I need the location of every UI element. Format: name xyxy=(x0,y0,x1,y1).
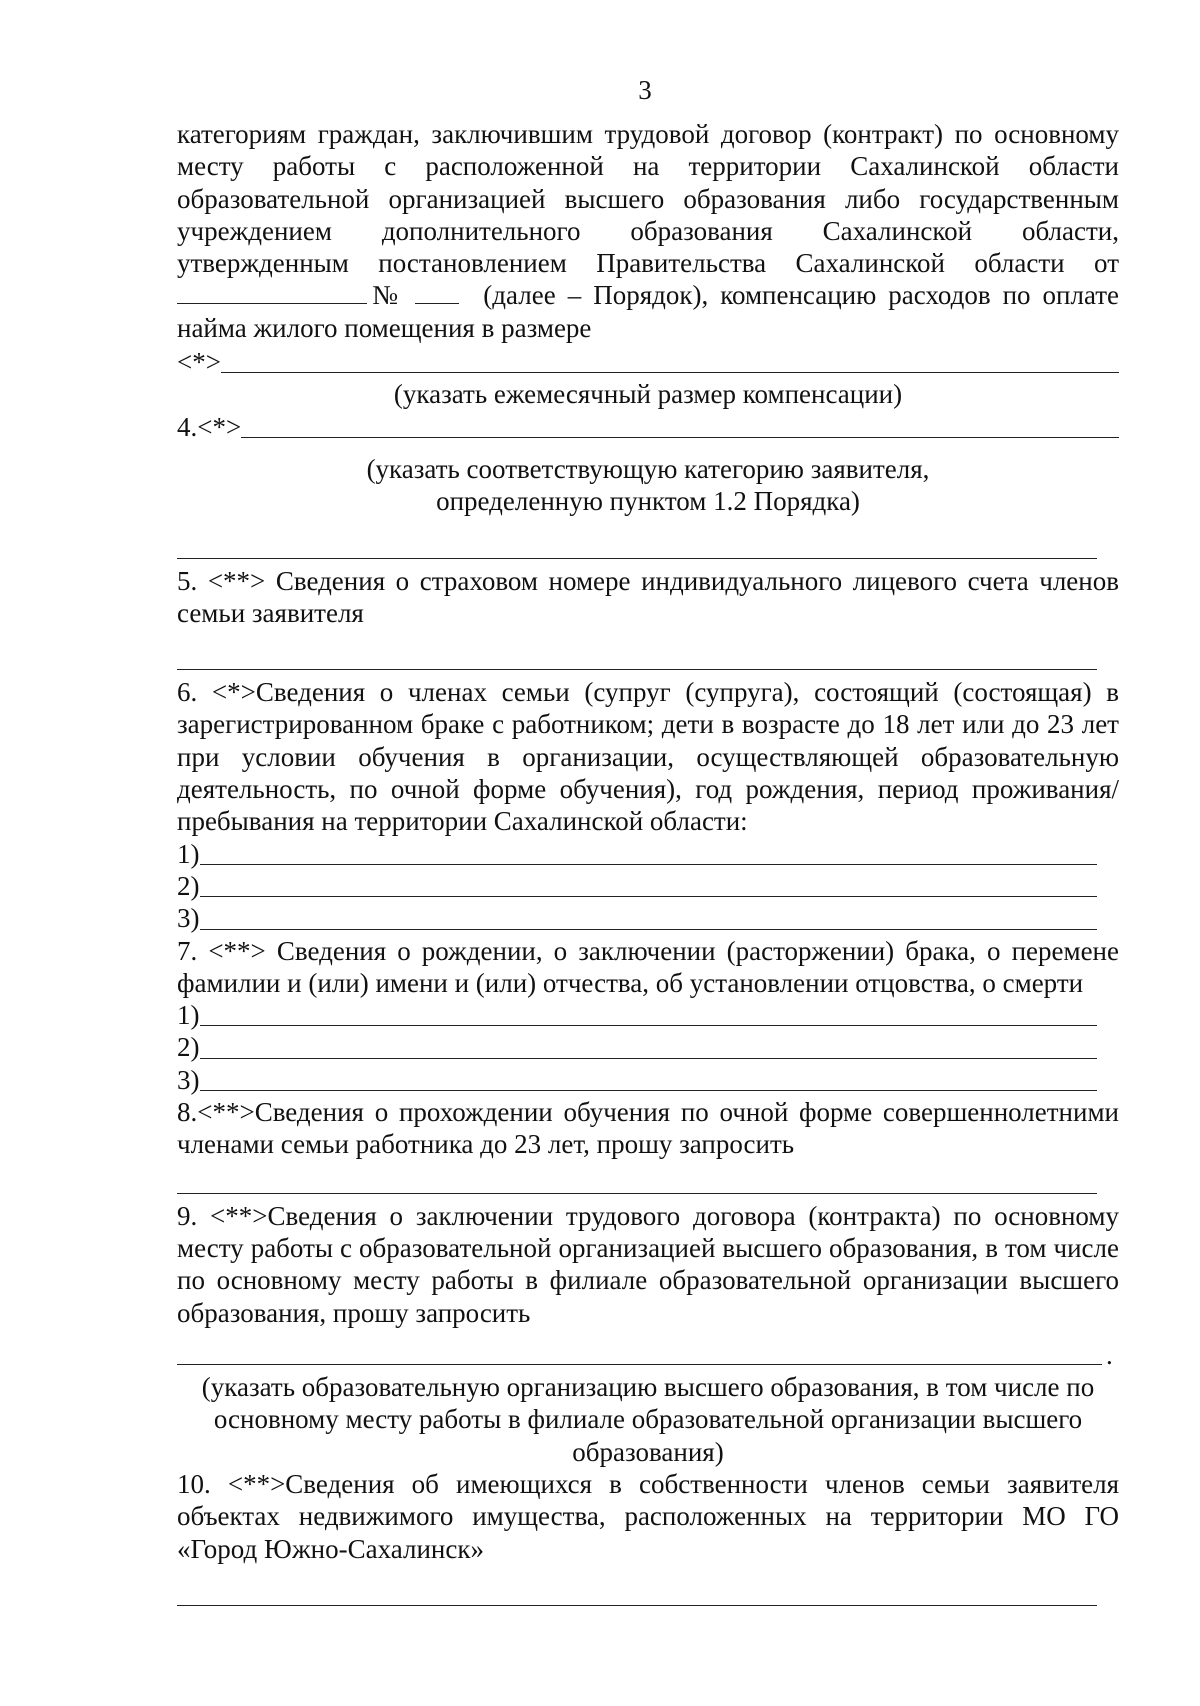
item6-text: 6. <*>Сведения о членах семьи (супруг (супруга), состоящий (состоящая) в зарегистрированном браке с работником; дети в возрасте до 18 лет или до 23 лет при условии обучения в организации, осуществляющей образовательную деятельность, по очной форме обучения), год рождения, период проживания/пребывания на территории Сахалинской области: xyxy=(177,677,1119,837)
item5-blank-line[interactable] xyxy=(177,647,1097,670)
item5-text: 5. <**> Сведения о страховом номере индивидуального лицевого счета членов семьи заявителя xyxy=(177,565,1119,628)
item7-line-2 xyxy=(177,1031,1097,1063)
intro-text-after: (далее – Порядок), компенсацию расходов по оплате найма жилого помещения в размере xyxy=(177,280,1120,343)
item6-line-2-field[interactable] xyxy=(200,874,1098,897)
order-date-field[interactable] xyxy=(177,283,367,304)
applicant-category-field[interactable] xyxy=(241,415,1119,438)
applicant-category-row xyxy=(177,411,1119,443)
number-sign: № xyxy=(367,280,404,311)
item9-line-end: . xyxy=(1106,1339,1113,1370)
intro-text-before: категориям граждан, заключившим трудовой договор (контракт) по основному месту работы с расположенной на территории Сахалинской области образовательной организацией высшего образования либо государственным учреждением дополнительного образования Сахалинской области, утвержденным постановлением Правительства Сахалинской области от xyxy=(177,119,1119,279)
item7-line-3 xyxy=(177,1064,1097,1096)
item7-line-3-field[interactable] xyxy=(200,1068,1098,1091)
item7-line-1-field[interactable] xyxy=(200,1003,1098,1026)
compensation-amount-field[interactable] xyxy=(221,350,1119,373)
item7-line-1 xyxy=(177,999,1097,1031)
item6-line-3 xyxy=(177,902,1097,934)
item6-line-3-label: 3) xyxy=(177,903,200,934)
order-number-field[interactable] xyxy=(415,283,459,304)
item7-line-2-label: 2) xyxy=(177,1032,200,1063)
compensation-hint: (указать ежемесячный размер компенсации) xyxy=(393,379,903,410)
application-form-body xyxy=(177,118,1119,1612)
item7-line-1-label: 1) xyxy=(177,1000,200,1031)
item9-hint: (указать образовательную организацию высшего образования, в том числе по основному месту работы в филиале образовательной организации высшего образования) xyxy=(201,1372,1095,1467)
item6-line-2 xyxy=(177,870,1097,902)
item7-text: 7. <**> Сведения о рождении, о заключении (расторжении) брака, о перемене фамилии и (или) имени и (или) отчества, об установлении отцовства, о смерти xyxy=(177,935,1119,998)
item7-line-2-field[interactable] xyxy=(200,1036,1098,1059)
item10-text: 10. <**>Сведения об имеющихся в собственности членов семьи заявителя объектах недвижимого имущества, расположенных на территории МО ГО «Город Южно-Сахалинск» xyxy=(177,1468,1119,1564)
item6-line-1-field[interactable] xyxy=(200,842,1098,865)
item6-line-2-label: 2) xyxy=(177,870,200,901)
intro-paragraph xyxy=(177,118,1119,344)
item4-blank-line[interactable] xyxy=(177,536,1097,559)
item9-organization-field[interactable] xyxy=(177,1342,1102,1365)
item4-marker: 4.<*> xyxy=(177,411,242,442)
item9-line-row xyxy=(177,1339,1119,1371)
item4-hint-line2: определенную пунктом 1.2 Порядка) xyxy=(436,486,860,517)
item4-hint-line1: (указать соответствующую категорию заявителя, xyxy=(366,453,930,484)
item8-blank-line[interactable] xyxy=(177,1171,1097,1194)
item7-line-3-label: 3) xyxy=(177,1064,200,1095)
page-number: 3 xyxy=(638,75,652,105)
item6-line-1 xyxy=(177,838,1097,870)
item8-text: 8.<**>Сведения о прохождении обучения по очной форме совершеннолетними членами семьи работника до 23 лет, прошу запросить xyxy=(177,1097,1119,1160)
compensation-amount-row xyxy=(177,346,1119,378)
item6-line-3-field[interactable] xyxy=(200,907,1098,930)
item6-line-1-label: 1) xyxy=(177,838,200,869)
compensation-marker: <*> xyxy=(177,347,221,378)
item9-text: 9. <**>Сведения о заключении трудового договора (контракта) по основному месту работы с образовательной организацией высшего образования, в том числе по основному месту работы в филиале образовательной организации высшего образования, прошу запросить xyxy=(177,1200,1119,1328)
item10-blank-line[interactable] xyxy=(177,1583,1097,1606)
